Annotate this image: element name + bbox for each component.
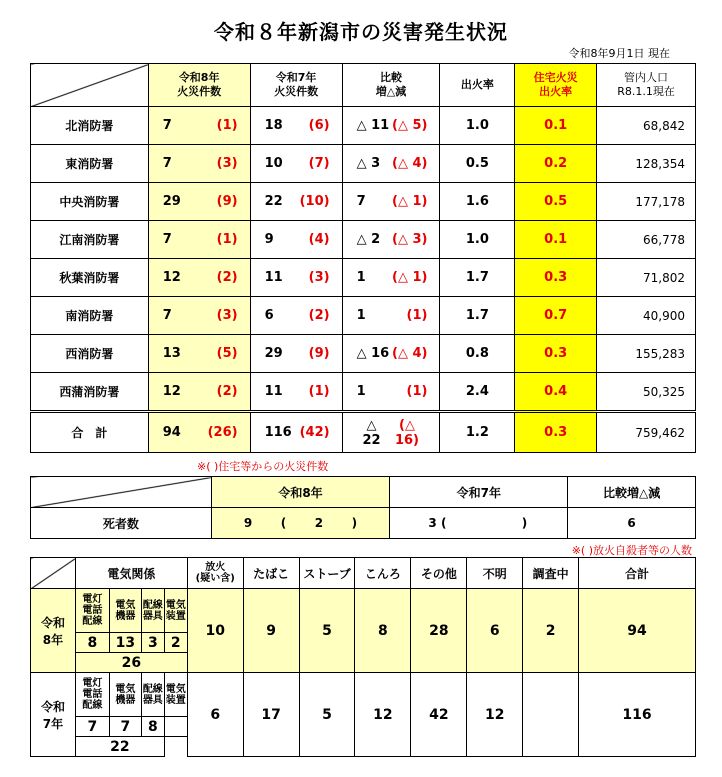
r7-konro: 12 (355, 673, 411, 757)
r8-electric-4: 2 (164, 633, 187, 653)
station-name: 中央消防署 (31, 183, 149, 221)
fire-rate: 1.2 (440, 412, 515, 453)
diff-count: 1 (356, 384, 366, 399)
home-fire-rate: 0.2 (515, 145, 597, 183)
death-header-diff: 比較増△減 (568, 477, 696, 508)
r8-electric-2: 13 (109, 633, 141, 653)
r7-electric-3: 8 (141, 717, 164, 737)
r8-home-count: (2) (216, 270, 238, 285)
r7-home-count: (6) (308, 118, 330, 133)
r8-count: 7 (162, 118, 172, 133)
diff (342, 297, 440, 335)
r7-count: 116 (264, 425, 292, 440)
r8-home-count: (1) (216, 118, 238, 133)
r7-total: 116 (579, 673, 696, 757)
r8-investigating: 2 (523, 589, 579, 673)
death-r8-count: 9 (243, 516, 253, 530)
death-label: 死者数 (31, 508, 212, 539)
r8-total: 94 (579, 589, 696, 673)
r7-fires (250, 221, 342, 259)
as-of-date: 令和8年9月1日 現在 (568, 47, 670, 60)
r8-home-count: (5) (216, 346, 238, 361)
r8-home-count: (2) (216, 384, 238, 399)
home-fire-rate: 0.4 (515, 373, 597, 412)
r7-electric-1: 7 (75, 717, 109, 737)
r7-fires (250, 259, 342, 297)
r8-unknown: 6 (467, 589, 523, 673)
r7-home-count: (3) (308, 270, 330, 285)
table-row (31, 183, 696, 221)
r7-fires (250, 297, 342, 335)
r7-fires (250, 183, 342, 221)
death-r8 (211, 508, 390, 539)
r7-fires (250, 373, 342, 412)
fire-count-table (30, 63, 696, 453)
station-name: 南消防署 (31, 297, 149, 335)
r7-fires (250, 412, 342, 453)
diff-home-count: (△ 1) (392, 270, 428, 285)
r8-fires (148, 145, 250, 183)
station-name: 江南消防署 (31, 221, 149, 259)
home-fire-rate: 0.3 (515, 335, 597, 373)
r7-fires (250, 145, 342, 183)
fire-rate: 1.7 (440, 259, 515, 297)
r7-count: 11 (264, 270, 283, 285)
row-r8-label: 令和 8年 (31, 589, 76, 673)
r7-count: 18 (264, 118, 283, 133)
table-row (31, 259, 696, 297)
header-diff: 比較 増△減 (342, 64, 440, 107)
header-konro: こんろ (355, 558, 411, 589)
r7-home-count: (9) (308, 346, 330, 361)
r8-other: 28 (411, 589, 467, 673)
diff (342, 145, 440, 183)
r8-fires (148, 107, 250, 145)
r8-fires (148, 259, 250, 297)
fire-rate: 0.5 (440, 145, 515, 183)
death-r8-open: ( (280, 516, 287, 530)
r7-home-count: (4) (308, 232, 330, 247)
home-fire-rate: 0.7 (515, 297, 597, 335)
home-fire-rate: 0.3 (515, 412, 597, 453)
home-fire-rate: 0.1 (515, 107, 597, 145)
r8-count: 29 (162, 194, 181, 209)
subheader-wiring-device-r7: 配線 器具 (141, 673, 164, 717)
population: 68,842 (597, 107, 696, 145)
diff (342, 259, 440, 297)
station-name: 西蒲消防署 (31, 373, 149, 412)
r8-tobacco: 9 (243, 589, 299, 673)
r7-fires (250, 107, 342, 145)
r7-home-count: (10) (299, 194, 330, 209)
header-investigating: 調査中 (523, 558, 579, 589)
diff (342, 335, 440, 373)
r7-count: 22 (264, 194, 283, 209)
r8-count: 7 (162, 308, 172, 323)
r8-electric-1: 8 (75, 633, 109, 653)
r8-konro: 8 (355, 589, 411, 673)
fire-rate: 1.6 (440, 183, 515, 221)
r7-electric-sum: 22 (75, 737, 164, 757)
r8-count: 7 (162, 156, 172, 171)
header-home-fire-rate: 住宅火災 出火率 (515, 64, 597, 107)
population: 66,778 (597, 221, 696, 259)
r8-count: 13 (162, 346, 181, 361)
header-total: 合計 (579, 558, 696, 589)
death-r7-count: 3 (428, 516, 437, 530)
diff-count: △ 3 (356, 156, 381, 171)
r7-unknown: 12 (467, 673, 523, 757)
death-r7-open: ( (440, 516, 447, 530)
table-row (31, 221, 696, 259)
r8-count: 94 (162, 425, 181, 440)
row-r7-label: 令和 7年 (31, 673, 76, 757)
diff (342, 373, 440, 412)
r8-electric-3: 3 (141, 633, 164, 653)
diff-count: 1 (356, 308, 366, 323)
diff (342, 221, 440, 259)
r8-fires (148, 183, 250, 221)
r8-count: 12 (162, 384, 181, 399)
fire-table-note: ※( )住宅等からの火災件数 (197, 460, 329, 473)
fire-rate: 1.7 (440, 297, 515, 335)
r8-stove: 5 (299, 589, 355, 673)
table-row (31, 145, 696, 183)
cause-header-diagonal (31, 558, 76, 589)
population: 71,802 (597, 259, 696, 297)
diff-count: 7 (356, 194, 366, 209)
population: 177,178 (597, 183, 696, 221)
table-row (31, 107, 696, 145)
diff-count: △ 11 (356, 118, 390, 133)
death-header-diagonal (31, 477, 212, 508)
r7-arson: 6 (187, 673, 243, 757)
death-table (30, 476, 696, 539)
diff-count: △ 16 (356, 346, 390, 361)
r7-other: 42 (411, 673, 467, 757)
r8-fires (148, 335, 250, 373)
r7-home-count: (7) (308, 156, 330, 171)
header-r8-fires: 令和8年 火災件数 (148, 64, 250, 107)
table-row (31, 297, 696, 335)
header-stove: ストーブ (299, 558, 355, 589)
death-r7 (390, 508, 568, 539)
r8-home-count: (3) (216, 156, 238, 171)
death-header-r7: 令和7年 (390, 477, 568, 508)
diff-home-count: (1) (406, 384, 428, 399)
r7-stove: 5 (299, 673, 355, 757)
death-diff: 6 (568, 508, 696, 539)
r7-home-count: (2) (308, 308, 330, 323)
r8-fires (148, 221, 250, 259)
fire-rate: 0.8 (440, 335, 515, 373)
station-name: 東消防署 (31, 145, 149, 183)
subheader-electric-device-r7: 電気 装置 (164, 673, 187, 717)
r7-tobacco: 17 (243, 673, 299, 757)
population: 50,325 (597, 373, 696, 412)
total-row (31, 412, 696, 453)
population: 40,900 (597, 297, 696, 335)
r7-count: 9 (264, 232, 274, 247)
station-name: 合 計 (31, 412, 149, 453)
death-header-r8: 令和8年 (211, 477, 390, 508)
header-population: 管内人口 R8.1.1現在 (597, 64, 696, 107)
diff (342, 412, 440, 453)
header-r7-fires: 令和7年 火災件数 (250, 64, 342, 107)
header-diagonal-cell (31, 64, 149, 107)
r7-count: 6 (264, 308, 274, 323)
r8-fires (148, 373, 250, 412)
r7-home-count: (1) (308, 384, 330, 399)
page-title: 令和８年新潟市の災害発生状況 (214, 20, 508, 44)
subheader-lighting-wiring: 電灯 電話 配線 (75, 589, 109, 633)
subheader-lighting-wiring-r7: 電灯 電話 配線 (75, 673, 109, 717)
diff-home-count: (△ 16) (394, 417, 420, 448)
station-name: 西消防署 (31, 335, 149, 373)
r7-electric-4 (164, 717, 187, 737)
r8-count: 12 (162, 270, 181, 285)
death-r8-close: ) (351, 516, 358, 530)
subheader-wiring-device: 配線 器具 (141, 589, 164, 633)
subheader-appliance: 電気 機器 (109, 589, 141, 633)
header-other: その他 (411, 558, 467, 589)
r8-electric-sum: 26 (75, 653, 187, 673)
diff-home-count: (△ 4) (392, 346, 428, 361)
diff (342, 183, 440, 221)
header-unknown: 不明 (467, 558, 523, 589)
diff-home-count: (△ 1) (392, 194, 428, 209)
r8-fires (148, 297, 250, 335)
r8-home-count: (3) (216, 308, 238, 323)
diff-home-count: (△ 3) (392, 232, 428, 247)
station-name: 北消防署 (31, 107, 149, 145)
r7-count: 10 (264, 156, 283, 171)
station-name: 秋葉消防署 (31, 259, 149, 297)
r7-count: 29 (264, 346, 283, 361)
r8-count: 7 (162, 232, 172, 247)
r8-home-count: (26) (207, 425, 238, 440)
fire-rate: 1.0 (440, 221, 515, 259)
fire-cause-table (30, 557, 696, 757)
subheader-appliance-r7: 電気 機器 (109, 673, 141, 717)
home-fire-rate: 0.5 (515, 183, 597, 221)
subheader-electric-device: 電気 装置 (164, 589, 187, 633)
header-electric: 電気関係 (75, 558, 187, 589)
diff-count: △ 2 (356, 232, 381, 247)
death-table-note: ※( )放火自殺者等の人数 (571, 544, 692, 557)
table-row (31, 373, 696, 412)
table-row (31, 335, 696, 373)
r7-count: 11 (264, 384, 283, 399)
diff-home-count: (1) (406, 308, 428, 323)
r8-arson: 10 (187, 589, 243, 673)
r7-electric-2: 7 (109, 717, 141, 737)
r7-home-count: (42) (299, 425, 330, 440)
r7-electric-empty (164, 737, 187, 757)
population: 128,354 (597, 145, 696, 183)
diff (342, 107, 440, 145)
home-fire-rate: 0.1 (515, 221, 597, 259)
population: 155,283 (597, 335, 696, 373)
death-r7-close: ) (521, 516, 528, 530)
r8-fires (148, 412, 250, 453)
fire-rate: 2.4 (440, 373, 515, 412)
r8-home-count: (1) (216, 232, 238, 247)
r7-investigating (523, 673, 579, 757)
population: 759,462 (597, 412, 696, 453)
diff-home-count: (△ 5) (392, 118, 428, 133)
r8-home-count: (9) (216, 194, 238, 209)
diff-count: 1 (356, 270, 366, 285)
diff-count: △ 22 (362, 417, 381, 448)
home-fire-rate: 0.3 (515, 259, 597, 297)
header-fire-rate: 出火率 (440, 64, 515, 107)
r7-fires (250, 335, 342, 373)
diff-home-count: (△ 4) (392, 156, 428, 171)
header-arson: 放火 (疑い含) (187, 558, 243, 589)
death-r8-suicide: 2 (314, 516, 324, 530)
header-tobacco: たばこ (243, 558, 299, 589)
fire-rate: 1.0 (440, 107, 515, 145)
